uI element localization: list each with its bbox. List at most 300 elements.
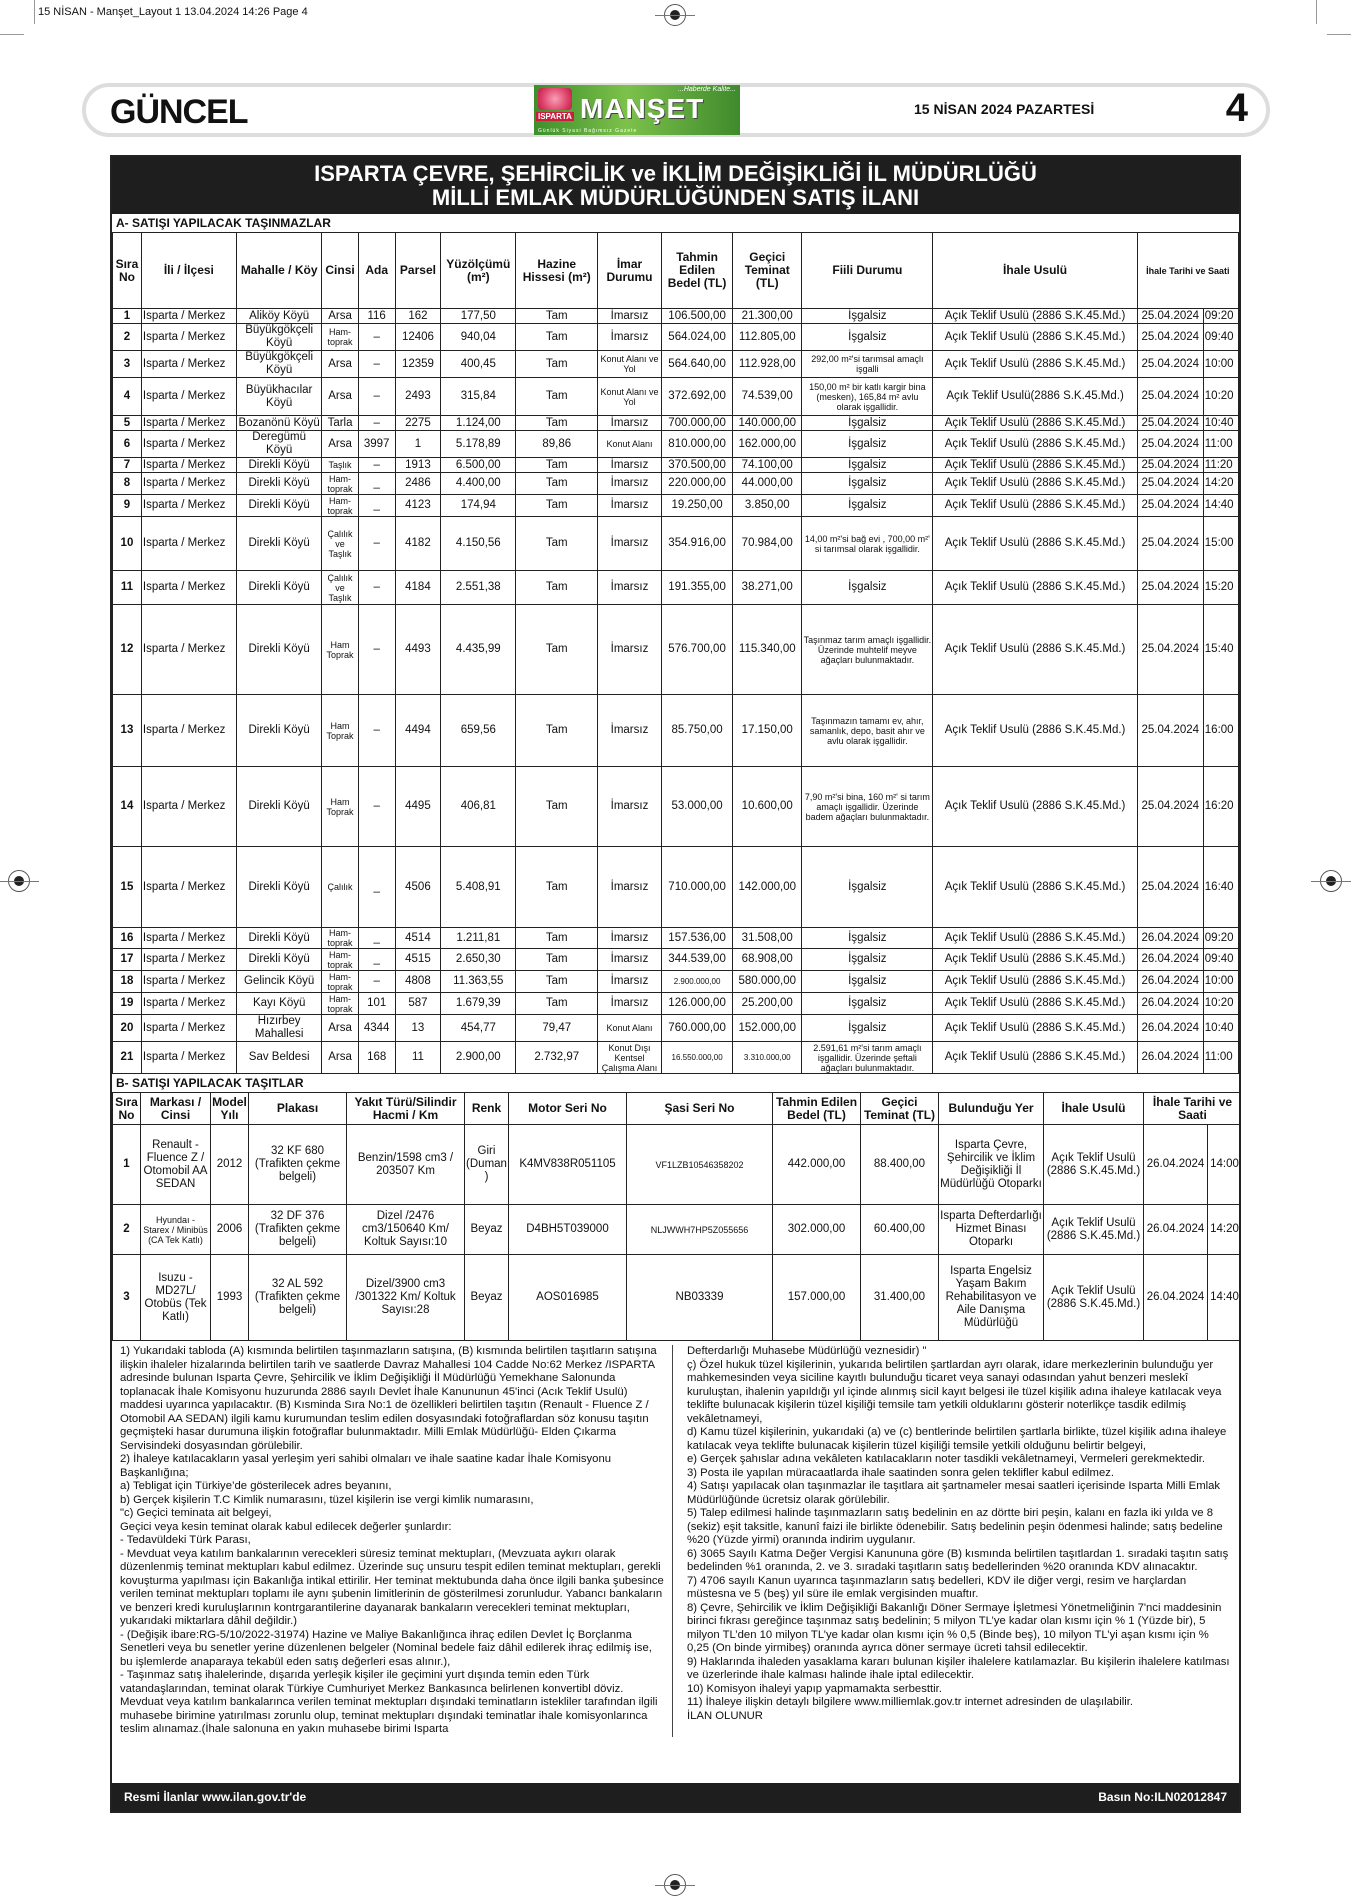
column-header: Fiili Durumu [802, 233, 933, 309]
table-cell: 17.150,00 [733, 695, 802, 767]
table-cell: 14,00 m²'si bağ evi , 700,00 m²' si tarımsal olarak işgallidir. [802, 517, 933, 571]
table-cell: 220.000,00 [661, 473, 732, 495]
table-cell: – [358, 605, 395, 695]
table-cell: 6 [113, 431, 142, 458]
table-cell: – [358, 767, 395, 847]
table-cell: 1.211,81 [441, 928, 516, 949]
table-cell: 10 [113, 517, 142, 571]
condition-paragraph: "c) Geçici teminata ait belgeyi, [120, 1507, 272, 1519]
table-cell: Direkli Köyü [236, 571, 322, 605]
table-cell: Bozanönü Köyü [236, 416, 322, 431]
table-cell: İşgalsiz [802, 971, 933, 993]
table-cell: 4495 [395, 767, 440, 847]
table-cell: – [358, 378, 395, 416]
section-title: GÜNCEL [110, 93, 248, 131]
table-cell: Hızırbey Mahallesi [236, 1015, 322, 1042]
table-cell: 116 [358, 309, 395, 324]
table-cell: 1913 [395, 458, 440, 473]
table-cell: İşgalsiz [802, 1015, 933, 1042]
table-cell: İşgalsiz [802, 309, 933, 324]
press-number: Basın No:ILN02012847 [1098, 1790, 1227, 1804]
table-cell: 14:20 [1203, 473, 1238, 495]
table-cell: 25.200,00 [733, 993, 802, 1015]
column-header: Yakıt Türü/Silindir Hacmi / Km [347, 1093, 465, 1125]
table-cell: Isparta / Merkez [141, 458, 236, 473]
table-cell: Gelincik Köyü [236, 971, 322, 993]
table-cell: Arsa [322, 431, 358, 458]
table-cell: 4 [113, 378, 142, 416]
table-cell: 372.692,00 [661, 378, 732, 416]
table-cell: 2.591,61 m²'si tarım amaçlı işgallidir. Üzerinde şeftali ağaçları bulunmaktadır. [802, 1042, 933, 1074]
table-cell: Ham Toprak [322, 695, 358, 767]
table-cell: 157.000,00 [773, 1255, 861, 1341]
table-cell: 6.500,00 [441, 458, 516, 473]
table-cell: Direkli Köyü [236, 458, 322, 473]
table-cell: 5 [113, 416, 142, 431]
table-cell: Direkli Köyü [236, 517, 322, 571]
table-cell: 564.024,00 [661, 324, 732, 351]
table-cell: 68.908,00 [733, 949, 802, 971]
table-cell: _ [358, 495, 395, 517]
table-cell: 152.000,00 [733, 1015, 802, 1042]
table-cell: 292,00 m²'si tarımsal amaçlı işgalli [802, 351, 933, 378]
table-cell: Ham-toprak [322, 993, 358, 1015]
table-cell: 177,50 [441, 309, 516, 324]
table-row [113, 517, 1239, 571]
table-cell: 4.435,99 [441, 605, 516, 695]
condition-paragraph: Geçici veya kesin teminat olarak kabul edilecek değerler şunlardır: [120, 1520, 452, 1533]
table-cell: Tam [516, 847, 598, 928]
table-row [113, 1042, 1239, 1074]
column-header: İmar Durumu [598, 233, 662, 309]
table-cell: 16:00 [1203, 695, 1238, 767]
table-cell: İmarsız [598, 473, 662, 495]
table-cell: 11 [113, 571, 142, 605]
table-cell: Tam [516, 949, 598, 971]
table-row [113, 1255, 1242, 1341]
table-cell: 2.650,30 [441, 949, 516, 971]
trim-mark [1316, 0, 1317, 24]
table-cell: Isparta / Merkez [141, 495, 236, 517]
table-cell: _ [358, 949, 395, 971]
table-cell: 11 [395, 1042, 440, 1074]
table-cell: 940,04 [441, 324, 516, 351]
table-cell: İmarsız [598, 324, 662, 351]
table-header-row [113, 233, 1239, 309]
official-ads-link[interactable]: Resmi İlanlar www.ilan.gov.tr'de [124, 1790, 307, 1804]
table-cell: 26.04.2024 [1144, 1205, 1208, 1255]
table-cell: Isparta / Merkez [141, 949, 236, 971]
table-cell: 700.000,00 [661, 416, 732, 431]
table-cell: – [358, 517, 395, 571]
table-cell: Açık Teklif Usulü (2886 S.K.45.Md.) [933, 993, 1137, 1015]
table-cell: 25.04.2024 [1137, 431, 1203, 458]
table-cell: Tam [516, 517, 598, 571]
table-cell: İmarsız [598, 928, 662, 949]
table-cell: _ [358, 473, 395, 495]
table-cell: – [358, 695, 395, 767]
table-cell: K4MV838R051105 [509, 1125, 627, 1205]
condition-paragraph: 8) Çevre, Şehircilik ve İklim Değişikliği Bakanlığı Döner Sermaye İşletmesi Yönetmeliğinin 7'nci maddesinin birinci fıkrası gereğince taşınmaz satış bedelinin; 5 milyon TL’ye kadar olan kısmı için % 1 (Yüzde bir), 5 milyon TL’den 10 milyon TL’ye kadar olan kısmı için % 0,5 (Binde beş), 10 milyon TL’yi aşan kısmı için % 0,25 (On binde yirmibeş) oranında ayrıca döner sermaye ücreti tahsil edilecektir. [687, 1601, 1222, 1654]
table-cell: 12 [113, 605, 142, 695]
table-cell: Isparta Engelsiz Yaşam Bakım Rehabilitasyon ve Aile Danışma Müdürlüğü [939, 1255, 1044, 1341]
table-cell: 140.000,00 [733, 416, 802, 431]
table-cell: 354.916,00 [661, 517, 732, 571]
table-cell: Kayı Köyü [236, 993, 322, 1015]
table-row [113, 928, 1239, 949]
table-cell: Isparta / Merkez [141, 431, 236, 458]
table-row [113, 458, 1239, 473]
logo-city: ISPARTA [538, 112, 572, 121]
table-cell: Sav Beldesi [236, 1042, 322, 1074]
column-header: Yüzölçümü (m²) [441, 233, 516, 309]
table-cell: 4514 [395, 928, 440, 949]
condition-paragraph: 4) Satışı yapılacak olan taşınmazlar ile taşıtlara ait şartnameler mesai saatleri içerisinde Isparta Milli Emlak Müdürlüğünde ücretsiz olarak görülebilir. [687, 1480, 1221, 1506]
condition-paragraph: - (Değişik ibare:RG-5/10/2022-31974) Hazine ve Maliye Bakanlığınca ihraç edilen Devlet İç Borçlanma Senetleri veya bu senetler yerine düzenlenen belgeler (Nominal bedele faiz dâhil edilerek ihraç edilmiş ise, bu işlemlerde anaparaya tekabül eden satış değerleri esas alınır.), [120, 1628, 652, 1668]
table-cell: 12406 [395, 324, 440, 351]
table-row [113, 324, 1239, 351]
table-cell: 2486 [395, 473, 440, 495]
table-cell: 1.124,00 [441, 416, 516, 431]
table-row [113, 431, 1239, 458]
table-cell: İşgalsiz [802, 928, 933, 949]
table-cell: – [358, 571, 395, 605]
table-cell: 580.000,00 [733, 971, 802, 993]
column-header: Markası / Cinsi [141, 1093, 211, 1125]
table-cell: 106.500,00 [661, 309, 732, 324]
table-row [113, 473, 1239, 495]
table-row [113, 605, 1239, 695]
table-cell: İmarsız [598, 847, 662, 928]
table-cell: 15:40 [1203, 605, 1238, 695]
table-cell: Açık Teklif Usulü (2886 S.K.45.Md.) [933, 928, 1137, 949]
table-cell: 79,47 [516, 1015, 598, 1042]
table-cell: 168 [358, 1042, 395, 1074]
table-cell: 4494 [395, 695, 440, 767]
table-cell: 14:40 [1208, 1255, 1242, 1341]
table-cell: Isparta Çevre, Şehircilik ve İklim Değişikliği İl Müdürlüğü Otoparkı [939, 1125, 1044, 1205]
table-cell: 1993 [211, 1255, 249, 1341]
registration-mark-icon [8, 870, 30, 892]
table-cell: Renault - Fluence Z / Otomobil AA SEDAN [141, 1125, 211, 1205]
table-cell: AOS016985 [509, 1255, 627, 1341]
registration-mark-icon [1320, 870, 1342, 892]
table-cell: Açık Teklif Usulü (2886 S.K.45.Md.) [933, 431, 1137, 458]
table-cell: Hyundaı - Starex / Minibüs (CA Tek Katlı) [141, 1205, 211, 1255]
table-cell: Arsa [322, 309, 358, 324]
table-cell: 26.04.2024 [1137, 949, 1203, 971]
table-row [113, 495, 1239, 517]
table-cell: Isparta / Merkez [141, 351, 236, 378]
column-header: Tahmin Edilen Bedel (TL) [661, 233, 732, 309]
table-cell: 142.000,00 [733, 847, 802, 928]
column-header: İli / İlçesi [141, 233, 236, 309]
condition-paragraph: 7) 4706 sayılı Kanun uyarınca taşınmazların satış bedelleri, KDV ile diğer vergi, resim ve harçlardan müstesna ve 5 (beş) yıl süre ile emlak vergisinden muaftır. [687, 1574, 1187, 1600]
table-cell: 25.04.2024 [1137, 605, 1203, 695]
table-cell: 10:00 [1203, 351, 1238, 378]
table-cell: Tam [516, 971, 598, 993]
table-row [113, 847, 1239, 928]
table-cell: 12359 [395, 351, 440, 378]
table-row [113, 1125, 1242, 1205]
table-cell: 26.04.2024 [1137, 928, 1203, 949]
table-cell: İşgalsiz [802, 416, 933, 431]
table-cell: 11:00 [1203, 1042, 1238, 1074]
table-row [113, 1205, 1242, 1255]
table-cell: Açık Teklif Usulü (2886 S.K.45.Md.) [933, 309, 1137, 324]
table-cell: Açık Teklif Usulü (2886 S.K.45.Md.) [933, 495, 1137, 517]
section-b-title: B- SATIŞI YAPILACAK TAŞITLAR [116, 1076, 304, 1090]
table-cell: 25.04.2024 [1137, 378, 1203, 416]
table-cell: 53.000,00 [661, 767, 732, 847]
table-cell: 2275 [395, 416, 440, 431]
table-cell: 14:20 [1208, 1205, 1242, 1255]
table-cell: İmarsız [598, 495, 662, 517]
table-cell: – [358, 324, 395, 351]
table-cell: 2.900.000,00 [661, 971, 732, 993]
table-cell: Arsa [322, 378, 358, 416]
condition-paragraph: - Tedavüldeki Türk Parası, [120, 1534, 251, 1546]
announcement-footer [112, 1783, 1239, 1811]
table-cell: Ham-toprak [322, 949, 358, 971]
table-cell: 315,84 [441, 378, 516, 416]
table-cell: 26.04.2024 [1137, 993, 1203, 1015]
table-cell: 5.178,89 [441, 431, 516, 458]
table-row [113, 571, 1239, 605]
table-cell: Açık Teklif Usulü (2886 S.K.45.Md.) [1044, 1255, 1144, 1341]
table-cell: Isparta / Merkez [141, 378, 236, 416]
table-cell: 4184 [395, 571, 440, 605]
table-cell: 25.04.2024 [1137, 517, 1203, 571]
table-cell: 60.400,00 [861, 1205, 939, 1255]
table-cell: 13 [395, 1015, 440, 1042]
column-header: İhale Usulü [933, 233, 1137, 309]
table-cell: NB03339 [627, 1255, 773, 1341]
table-cell: 32 AL 592 (Trafikten çekme belgeli) [249, 1255, 347, 1341]
table-cell: 25.04.2024 [1137, 695, 1203, 767]
table-cell: Isparta / Merkez [141, 993, 236, 1015]
table-cell: Isparta / Merkez [141, 605, 236, 695]
table-cell: 4515 [395, 949, 440, 971]
table-cell: 4.150,56 [441, 517, 516, 571]
column-header: Model Yılı [211, 1093, 249, 1125]
table-cell: NLJWWH7HP5Z055656 [627, 1205, 773, 1255]
rose-logo-icon [538, 88, 572, 110]
table-row [113, 971, 1239, 993]
table-cell: 88.400,00 [861, 1125, 939, 1205]
table-row [113, 695, 1239, 767]
title-line-1: ISPARTA ÇEVRE, ŞEHİRCİLİK ve İKLİM DEĞİŞİKLİĞİ İL MÜDÜRLÜĞÜ [314, 161, 1037, 186]
table-cell: 370.500,00 [661, 458, 732, 473]
table-cell: 400,45 [441, 351, 516, 378]
table-cell: Tam [516, 473, 598, 495]
table-cell: 4123 [395, 495, 440, 517]
condition-paragraph: b) Gerçek kişilerin T.C Kimlik numarasını, tüzel kişilerin ise vergi kimlik numarasını, [120, 1493, 534, 1506]
table-cell: Beyaz [465, 1255, 509, 1341]
table-cell: 2493 [395, 378, 440, 416]
table-cell: Büyükhacılar Köyü [236, 378, 322, 416]
table-row [113, 949, 1239, 971]
table-cell: Konut Alanı ve Yol [598, 378, 662, 416]
condition-paragraph: Mevduat veya katılım bankalarınca verilen teminat mektupları dışındaki teminatların istekliler tarafından ilgili muhasebe birimine yatırılması zorunlu olup, teminat mektupları dışındaki teminatlar ihale komisyonlarınca teslim alınamaz.(İhale salonuna en yakın muhasebe birimi Isparta [120, 1696, 658, 1735]
table-cell: Açık Teklif Usulü (2886 S.K.45.Md.) [933, 949, 1137, 971]
table-cell: Tam [516, 767, 598, 847]
table-row [113, 351, 1239, 378]
table-cell: 21 [113, 1042, 142, 1074]
table-cell: Isparta / Merkez [141, 571, 236, 605]
condition-paragraph: 11) İhaleye ilişkin detaylı bilgilere www.milliemlak.gov.tr internet adresinden de ulaşılabilir. [687, 1696, 1134, 1708]
table-cell: 25.04.2024 [1137, 416, 1203, 431]
table-cell: Açık Teklif Usulü (2886 S.K.45.Md.) [933, 1015, 1137, 1042]
table-cell: Isparta / Merkez [141, 767, 236, 847]
condition-paragraph: - Mevduat veya katılım bankalarının verecekleri süresiz teminat mektupları, (Mevzuata aykırı olarak düzenlenmiş teminat mektupları kabul edilmez. Üzerinde suç unsuru tespit edilen teminat mektupları, gerekli kovuşturma yapılması için Bakanlığa intikal ettirilir. Her teminat mektubunda daha önce ilgili banka şubesince verilen teminat mektupları toplamı ile aynı şubenin limitlerinin de gösterilmesi zorunludur. Yabancı bankaların ve benzeri kredi kuruluşlarının kontrgarantilerine dayanarak bankaların verecekleri teminat mektupları, yukarıdaki miktarlara dâhil değildir.) [120, 1547, 664, 1627]
section-a-title: A- SATIŞI YAPILACAK TAŞINMAZLAR [116, 216, 331, 230]
trim-mark [34, 0, 35, 24]
table-cell: 2.732,97 [516, 1042, 598, 1074]
table-cell: – [358, 458, 395, 473]
logo-tagline: ...Haberde Kalite... [678, 86, 736, 93]
vehicles-table [112, 1092, 1241, 1341]
table-cell: 576.700,00 [661, 605, 732, 695]
table-cell: Arsa [322, 351, 358, 378]
table-cell: 10:40 [1203, 416, 1238, 431]
table-cell: Taşınmazın tamamı ev, ahır, samanlık, depo, basit ahır ve avlu olarak işgallidir. [802, 695, 933, 767]
table-cell: Dizel /2476 cm3/150640 Km/ Koltuk Sayısı:10 [347, 1205, 465, 1255]
table-cell: 3 [113, 351, 142, 378]
table-cell: _ [358, 847, 395, 928]
table-cell: 16 [113, 928, 142, 949]
table-cell: Taşlık [322, 458, 358, 473]
column-header: Bulunduğu Yer [939, 1093, 1044, 1125]
condition-paragraph: 6) 3065 Sayılı Katma Değer Vergisi Kanununa göre (B) kısmında belirtilen taşıtlardan 1. sıradaki taşıtın satış bedelinden %1 oranında, 2. ve 3. sıradaki taşıtların satış bedellerinden %20 oranında KDV alınacaktır. [687, 1547, 1229, 1573]
table-cell: 810.000,00 [661, 431, 732, 458]
table-cell: 5.408,91 [441, 847, 516, 928]
table-cell: D4BH5T039000 [509, 1205, 627, 1255]
table-cell: Direkli Köyü [236, 605, 322, 695]
table-cell: Çalılık ve Taşlık [322, 571, 358, 605]
table-cell: 21.300,00 [733, 309, 802, 324]
table-cell: Isparta / Merkez [141, 309, 236, 324]
table-cell: Tam [516, 309, 598, 324]
table-cell: 25.04.2024 [1137, 324, 1203, 351]
condition-paragraph: 3) Posta ile yapılan müracaatlarda ihale saatinden sonra gelen teklifler kabul edilmez. [687, 1466, 1115, 1479]
table-row [113, 378, 1239, 416]
table-cell: 9 [113, 495, 142, 517]
table-cell: Tam [516, 458, 598, 473]
table-cell: 26.04.2024 [1137, 971, 1203, 993]
table-cell: 09:20 [1203, 309, 1238, 324]
table-cell: Benzin/1598 cm3 / 203507 Km [347, 1125, 465, 1205]
table-cell: 2.551,38 [441, 571, 516, 605]
table-cell: İmarsız [598, 571, 662, 605]
table-cell: Açık Teklif Usulü (2886 S.K.45.Md.) [933, 971, 1137, 993]
table-cell: 15 [113, 847, 142, 928]
table-cell: 3.850,00 [733, 495, 802, 517]
table-cell: Tam [516, 495, 598, 517]
table-cell: Isparta / Merkez [141, 695, 236, 767]
column-header: Sıra No [113, 233, 142, 309]
table-cell: 25.04.2024 [1137, 571, 1203, 605]
table-cell: 11:20 [1203, 458, 1238, 473]
table-cell: Isparta / Merkez [141, 416, 236, 431]
table-cell: 11.363,55 [441, 971, 516, 993]
table-cell: 19 [113, 993, 142, 1015]
table-cell: 25.04.2024 [1137, 309, 1203, 324]
table-cell: 74.539,00 [733, 378, 802, 416]
table-cell: Ham-toprak [322, 473, 358, 495]
table-cell: Açık Teklif Usulü (2886 S.K.45.Md.) [933, 847, 1137, 928]
table-cell: İşgalsiz [802, 847, 933, 928]
table-cell: Tam [516, 928, 598, 949]
table-cell: 25.04.2024 [1137, 351, 1203, 378]
condition-paragraph: e) Gerçek şahıslar adına vekâleten katılacakların noter tasdikli vekâletnameyi, Vermeleri gerekmektedir. [687, 1453, 1206, 1465]
table-cell: 10:40 [1203, 1015, 1238, 1042]
table-cell: 25.04.2024 [1137, 847, 1203, 928]
table-cell: 16.550.000,00 [661, 1042, 732, 1074]
table-cell: 2 [113, 324, 142, 351]
table-cell: Isparta / Merkez [141, 473, 236, 495]
table-cell: Direkli Köyü [236, 767, 322, 847]
table-cell: Tam [516, 571, 598, 605]
table-cell: 44.000,00 [733, 473, 802, 495]
table-cell: _ [358, 928, 395, 949]
table-cell: 126.000,00 [661, 993, 732, 1015]
table-cell: Açık Teklif Usulü (2886 S.K.45.Md.) [933, 1042, 1137, 1074]
table-cell: 14:00 [1208, 1125, 1242, 1205]
table-cell: 564.640,00 [661, 351, 732, 378]
table-cell: 115.340,00 [733, 605, 802, 695]
table-cell: 760.000,00 [661, 1015, 732, 1042]
table-cell: Dizel/3900 cm3 /301322 Km/ Koltuk Sayısı:28 [347, 1255, 465, 1341]
table-cell: 101 [358, 993, 395, 1015]
table-cell: İmarsız [598, 309, 662, 324]
table-cell: 14:40 [1203, 495, 1238, 517]
table-cell: Açık Teklif Usulü (2886 S.K.45.Md.) [933, 416, 1137, 431]
table-cell: 150,00 m² bir katlı kargir bina (mesken), 165,84 m² avlu olarak işgallidir. [802, 378, 933, 416]
table-cell: 26.04.2024 [1137, 1015, 1203, 1042]
table-cell: Giri (Duman) [465, 1125, 509, 1205]
table-cell: 454,77 [441, 1015, 516, 1042]
table-cell: 31.508,00 [733, 928, 802, 949]
table-cell: İmarsız [598, 695, 662, 767]
table-cell: 4344 [358, 1015, 395, 1042]
table-cell: 3997 [358, 431, 395, 458]
table-cell: İmarsız [598, 993, 662, 1015]
table-cell: 15:20 [1203, 571, 1238, 605]
table-cell: Taşınmaz tarım amaçlı işgallidir. Üzerinde muhtelif meyve ağaçları bulunmaktadır. [802, 605, 933, 695]
table-cell: 4.400,00 [441, 473, 516, 495]
table-cell: 162 [395, 309, 440, 324]
conditions-text [112, 1341, 1239, 1737]
column-header: Ada [358, 233, 395, 309]
table-cell: 4182 [395, 517, 440, 571]
table-cell: 1 [395, 431, 440, 458]
table-cell: Açık Teklif Usulü (2886 S.K.45.Md.) [933, 571, 1137, 605]
table-cell: 587 [395, 993, 440, 1015]
column-header: İhale Usulü [1044, 1093, 1144, 1125]
table-cell: Çalılık [322, 847, 358, 928]
table-cell: Açık Teklif Usulü (2886 S.K.45.Md.) [933, 473, 1137, 495]
column-header: Cinsi [322, 233, 358, 309]
table-cell: Büyükgökçeli Köyü [236, 351, 322, 378]
table-cell: Isparta / Merkez [141, 847, 236, 928]
table-cell: – [358, 971, 395, 993]
table-cell: Tam [516, 416, 598, 431]
table-cell: 25.04.2024 [1137, 458, 1203, 473]
table-cell: 4493 [395, 605, 440, 695]
table-cell: 13 [113, 695, 142, 767]
table-cell: VF1LZB10546358202 [627, 1125, 773, 1205]
